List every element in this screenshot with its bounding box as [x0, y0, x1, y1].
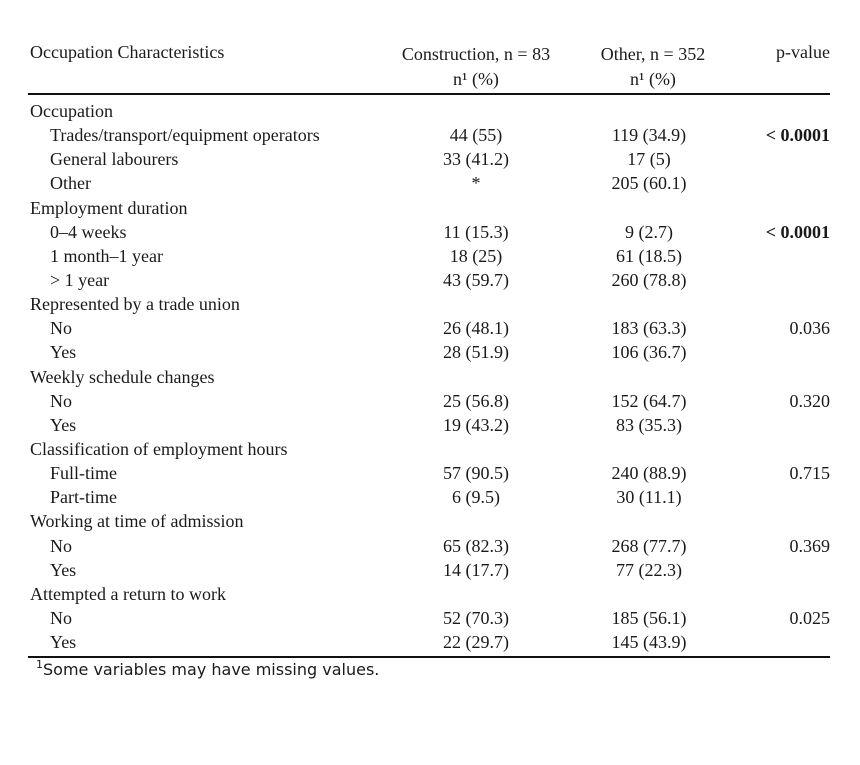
row-label: Yes: [50, 414, 77, 435]
cell-other: 183 (63.3): [611, 318, 687, 339]
table-row: [28, 123, 830, 147]
cell-other: 145 (43.9): [611, 632, 687, 653]
row-label: Trades/transport/equipment operators: [50, 125, 320, 146]
row-label: Full-time: [50, 463, 117, 484]
group-label: Employment duration: [30, 197, 188, 218]
cell-other: 268 (77.7): [611, 535, 687, 556]
cell-construction: 33 (41.2): [443, 149, 509, 170]
cell-construction: 11 (15.3): [443, 221, 509, 242]
table-row: [28, 558, 830, 582]
row-label: No: [50, 535, 72, 556]
group-row: [28, 437, 830, 461]
header-construction-n: Construction, n = 83: [401, 44, 551, 64]
cell-construction: 14 (17.7): [443, 559, 509, 580]
table-row: [28, 340, 830, 364]
row-label: Other: [50, 173, 91, 194]
row-label: Yes: [50, 559, 77, 580]
header-other-n: Other, n = 352: [600, 44, 706, 64]
header-construction: [386, 42, 566, 92]
table-row: [28, 534, 830, 558]
cell-p-value: 0.369: [789, 535, 830, 556]
cell-other: 77 (22.3): [616, 559, 682, 580]
group-label: Classification of employment hours: [30, 438, 288, 459]
cell-p-value: 0.036: [789, 318, 830, 339]
table-header: [28, 40, 830, 93]
cell-construction: 43 (59.7): [443, 269, 509, 290]
row-label: > 1 year: [50, 269, 110, 290]
table-row: [28, 485, 830, 509]
table-row: [28, 268, 830, 292]
group-row: [28, 99, 830, 123]
cell-p-value: 0.025: [789, 607, 830, 628]
cell-p-value: < 0.0001: [765, 125, 830, 146]
footnote: [36, 660, 379, 679]
cell-construction: 52 (70.3): [443, 607, 509, 628]
group-row: [28, 582, 830, 606]
cell-other: 106 (36.7): [611, 342, 687, 363]
group-label: Weekly schedule changes: [30, 366, 215, 387]
group-label: Occupation: [30, 101, 113, 121]
cell-construction: 25 (56.8): [443, 390, 509, 411]
cell-construction: 57 (90.5): [443, 463, 509, 484]
cell-other: 30 (11.1): [616, 487, 682, 508]
bottom-rule: [28, 656, 830, 658]
cell-other: 205 (60.1): [611, 173, 687, 194]
header-p-value: p-value: [776, 42, 830, 62]
cell-p-value: < 0.0001: [765, 221, 830, 242]
group-label: Attempted a return to work: [30, 583, 226, 604]
table-row: [28, 147, 830, 171]
table-row: [28, 171, 830, 195]
group-label: Represented by a trade union: [30, 294, 240, 315]
row-label: Part-time: [50, 487, 117, 508]
cell-construction: 22 (29.7): [443, 632, 509, 653]
cell-other: 9 (2.7): [625, 221, 673, 242]
row-label: Yes: [50, 632, 77, 653]
cell-construction: 19 (43.2): [443, 414, 509, 435]
cell-other: 185 (56.1): [611, 607, 687, 628]
cell-other: 152 (64.7): [611, 390, 687, 411]
row-label: Yes: [50, 342, 77, 363]
cell-construction: *: [471, 173, 481, 194]
table-row: [28, 244, 830, 268]
characteristics-table: [28, 40, 830, 658]
cell-other: 83 (35.3): [616, 414, 682, 435]
row-label: 1 month–1 year: [50, 245, 163, 266]
table-row: [28, 461, 830, 485]
header-construction-unit: n¹ (%): [453, 69, 499, 89]
cell-construction: 26 (48.1): [443, 318, 509, 339]
group-label: Working at time of admission: [30, 511, 244, 532]
cell-other: 260 (78.8): [611, 269, 687, 290]
cell-construction: 28 (51.9): [443, 342, 509, 363]
group-row: [28, 196, 830, 220]
group-row: [28, 292, 830, 316]
row-label: No: [50, 607, 72, 628]
cell-construction: 18 (25): [449, 245, 503, 266]
cell-other: 17 (5): [627, 149, 671, 170]
footnote-text: Some variables may have missing values.: [43, 660, 380, 679]
table-body: [28, 95, 830, 656]
row-label: 0–4 weeks: [50, 221, 127, 242]
table-row: [28, 220, 830, 244]
table-row: [28, 413, 830, 437]
cell-construction: 65 (82.3): [443, 535, 509, 556]
group-row: [28, 509, 830, 533]
group-row: [28, 365, 830, 389]
cell-p-value: 0.320: [789, 390, 830, 411]
header-other-unit: n¹ (%): [630, 69, 676, 89]
header-occupation-characteristics: Occupation Characteristics: [30, 42, 225, 62]
cell-p-value: 0.715: [789, 463, 830, 484]
footnote-marker: 1: [36, 658, 43, 671]
cell-construction: 44 (55): [449, 125, 503, 146]
table-row: [28, 630, 830, 654]
cell-other: 61 (18.5): [616, 245, 682, 266]
table-row: [28, 606, 830, 630]
table-row: [28, 316, 830, 340]
cell-other: 240 (88.9): [611, 463, 687, 484]
row-label: No: [50, 318, 72, 339]
header-other: [588, 42, 718, 92]
cell-other: 119 (34.9): [611, 125, 687, 146]
table-row: [28, 389, 830, 413]
row-label: No: [50, 390, 72, 411]
cell-construction: 6 (9.5): [452, 487, 500, 508]
row-label: General labourers: [50, 149, 179, 170]
